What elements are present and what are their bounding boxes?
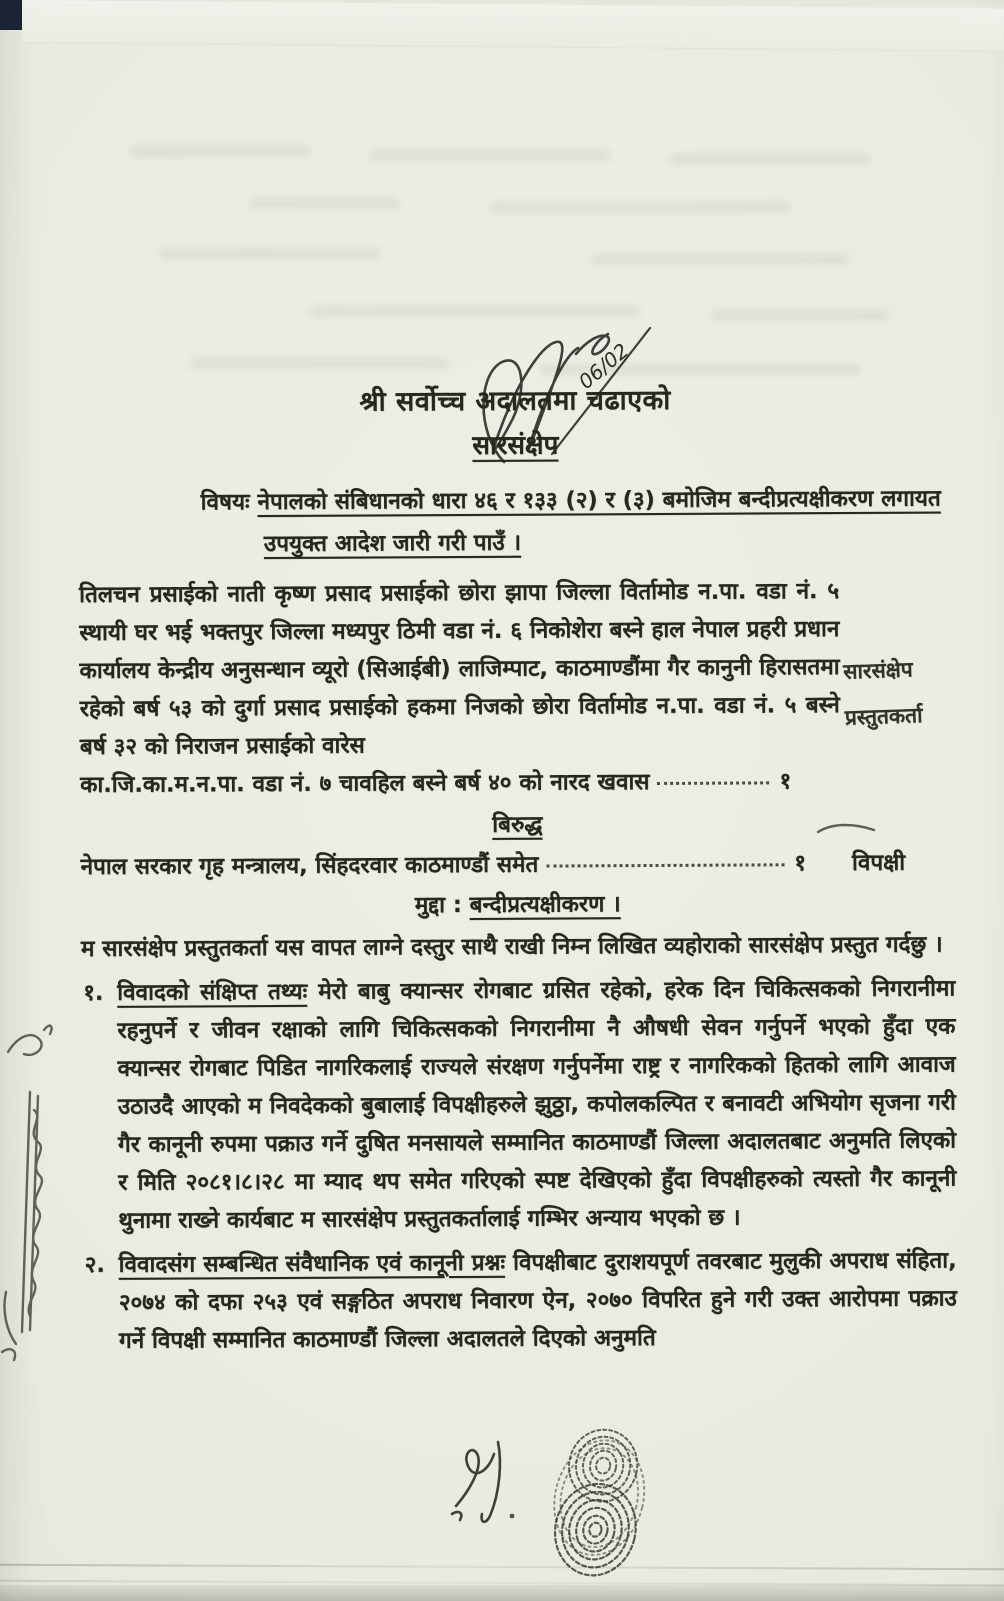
item-number: २. [84,1251,105,1278]
item-number: १. [83,979,104,1006]
subject-text: नेपालको संबिधानको धारा ४६ र १३३ (२) र (३) बमोजिम बन्दीप्रत्यक्षीकरण लगायत उपयुक्त आदेश जारी गरी पाउँ । [257,485,941,558]
subject-label: विषयः [200,489,250,516]
document-content [78,379,957,1360]
list-item-1 [81,969,956,1240]
item-heading: विवादको संक्षिप्त तथ्यः [117,978,308,1006]
document-subtitle: सारसंक्षेप [472,430,559,461]
fingerprint-stamp-icon [520,1418,680,1588]
margin-note-line: प्रस्तुतकर्ता [844,703,923,730]
dotted-leader [546,849,784,867]
item-body: विपक्षीबाट दुराशयपूर्ण तवरबाट मुलुकी अपराध संहिता, २०७४ को दफा २५३ एवं सङ्गठित अपराध निवारण ऐन, २०७० विपरित हुने गरी उक्त आरोपमा पक्राउ गर्ने विपक्षी सम्मानित काठमाण्डौं जिल्ला अदालतले दिएको अनुमति [118,1247,957,1354]
margin-note-line: सारसंक्षेप [842,657,914,684]
respondent-label: विपक्षी [851,849,906,876]
list-item-2 [83,1241,958,1360]
petitioner-address: का.जि.का.म.न.पा. वडा नं. ७ चावहिल बस्ने बर्ष ४० को नारद खवास [80,769,650,798]
bleedthrough-text [70,128,950,398]
petitioner-count: १ [779,768,792,795]
bottom-signature-icon [442,1432,532,1542]
document-title: श्री सर्वोच्च अदालतमा चढाएको [359,384,671,418]
margin-handwriting-icon [0,1000,62,1370]
signature-date-mark: 06/02 [573,338,634,394]
respondent-line: नेपाल सरकार गृह मन्त्रालय, सिंहदरवार काठमाण्डौं समेत [80,851,539,880]
item-body: मेरो बाबु क्यान्सर रोगबाट ग्रसित रहेको, हरेक दिन चिकित्सकको निगरानीमा रहनुपर्ने र जीवन रक्षाको लागि चिकित्सकको निगरानीमा नै औषधी सेवन गर्नुपर्ने भएको हुँदा एक क्यान्सर रोगबाट पिडित नागरिकलाई राज्यले संरक्षण गर्नुपर्नेमा राष्ट्र र नागरिकको हितको लागि आवाज उठाउदै आएको म निवदेकको बुबालाई विपक्षीहरुले झुठ्ठा, कपोलकल्पित र बनावटी अभियोग सृजना गरी गैर कानूनी रुपमा पक्राउ गर्ने दुषित मनसायले सम्मानित काठमाण्डौं जिल्ला अदालतबाट अनुमति लिएको र मिति २०८१।८।२८ मा म्याद थप समेत गरिएको स्पष्ट देखिएको हुँदा विपक्षीहरुको त्यस्तो गैर कानूनी थुनामा राख्ने कार्यबाट म सारसंक्षेप प्रस्तुतकर्तालाई गम्भिर अन्याय भएको छ । [117,975,957,1234]
case-heading [81,883,955,926]
page-top-edge [22,0,1004,52]
dotted-leader [657,767,769,785]
page-bottom-edge [0,1585,1004,1601]
respondent-count: १ [794,850,807,877]
margin-note [842,643,1003,740]
item-heading: विवादसंग सम्बन्धित संवैधानिक एवं कानूनी प्रश्नः [118,1249,506,1278]
page-corner-shadow [0,0,22,30]
subject-line [79,477,953,566]
case-label: मुद्दा : [414,891,462,919]
paper-crease [0,1564,1004,1570]
respondent-row [80,843,954,886]
petitioner-intro: तिलचन प्रसाईको नाती कृष्ण प्रसाद प्रसाईको छोरा झापा जिल्ला विर्तामोड न.पा. वडा नं. ५ स्थायी घर भई भक्तपुर जिल्ला मध्यपुर ठिमी वडा नं. ६ निकोशेरा बस्ने हाल नेपाल प्रहरी प्रधान कार्यालय केन्द्रीय अनुसन्धान व्यूरो (सिआईबी) लाजिम्पाट, काठमाण्डौंमा गैर कानुनी हिरासतमा रहेको बर्ष ५३ को दुर्गा प्रसाद प्रसाईको हकमा निजको छोरा विर्तामोड न.पा. वडा नं. ५ बस्ने बर्ष ३२ को निराजन प्रसाईको वारेस [79,578,840,760]
petitioner-row [80,761,954,804]
opening-statement: म सारसंक्षेप प्रस्तुतकर्ता यस वापत लाग्ने दस्तुर साथै राखी निम्न लिखित व्यहोराको सारसंक्षेप प्रस्तुत गर्दछु । [80,931,943,962]
versus-heading: बिरुद्ध [492,811,543,838]
case-type: बन्दीप्रत्यक्षीकरण । [469,891,621,918]
